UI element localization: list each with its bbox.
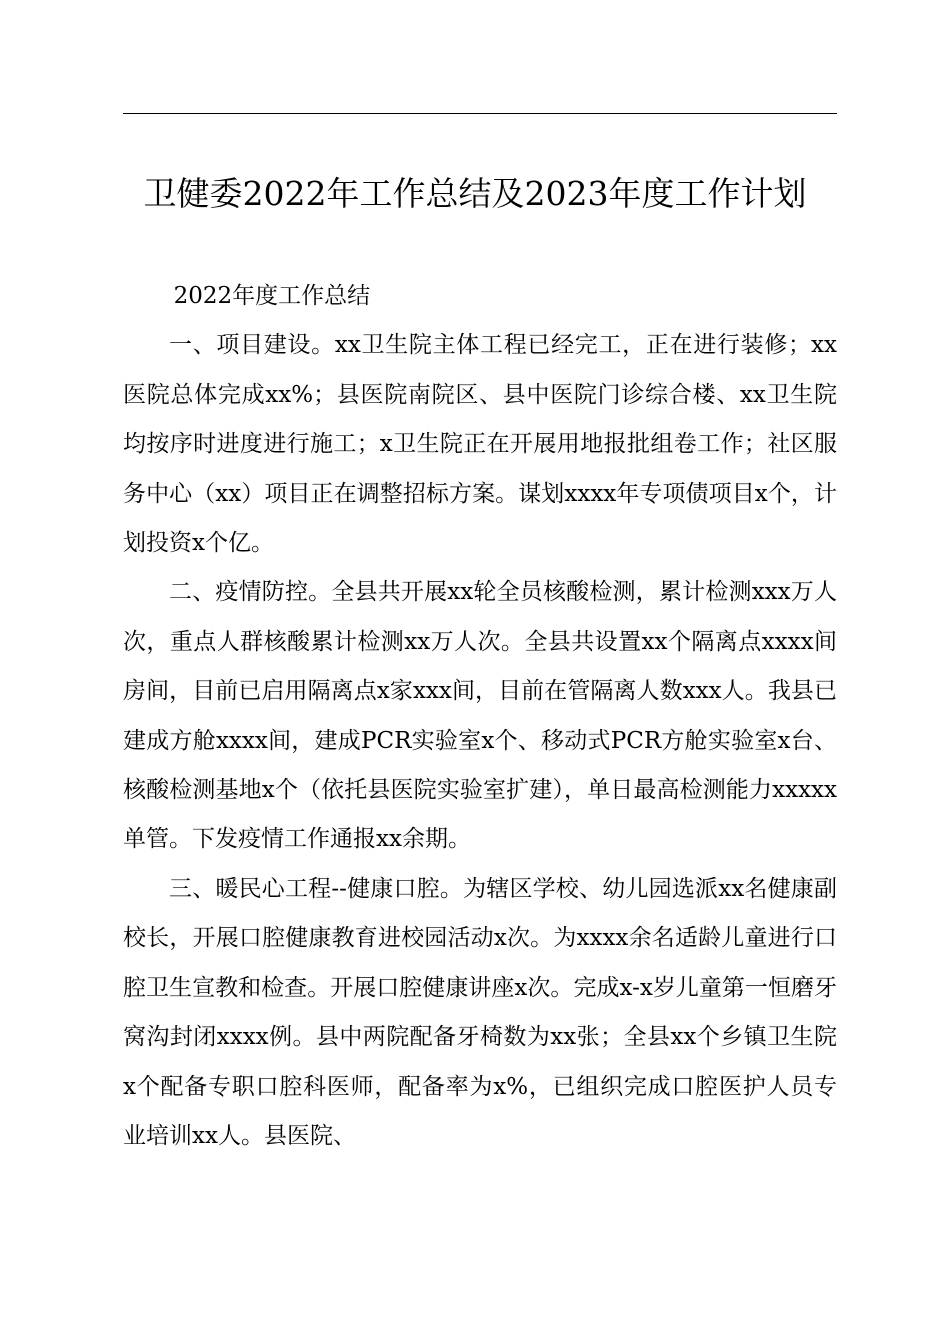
header-rule: [123, 113, 837, 114]
paragraph-project-construction: 一、项目建设。xx卫生院主体工程已经完工，正在进行装修；xx医院总体完成xx%；县医院南院区、县中医院门诊综合楼、xx卫生院均按序时进度进行施工；x卫生院正在开展用地报批组卷工作；社区服务中心（xx）项目正在调整招标方案。谋划xxxx年专项债项目x个，计划投资x个亿。: [123, 332, 837, 557]
document-title: 卫健委2022年工作总结及2023年度工作计划: [143, 174, 807, 213]
document-body: [123, 272, 837, 1161]
section-heading: 2022年度工作总结: [173, 283, 371, 309]
paragraph-epidemic-control: 二、疫情防控。全县共开展xx轮全员核酸检测，累计检测xxx万人次，重点人群核酸累计检测xx万人次。全县共设置xx个隔离点xxxx间房间，目前已启用隔离点x家xxx间，目前在管隔离人数xxx人。我县已建成方舱xxxx间，建成PCR实验室x个、移动式PCR方舱实验室x台、核酸检测基地x个（依托县医院实验室扩建），单日最高检测能力xxxxx单管。下发疫情工作通报xx余期。: [123, 579, 837, 853]
paragraph-oral-health: 三、暖民心工程--健康口腔。为辖区学校、幼儿园选派xx名健康副校长，开展口腔健康教育进校园活动x次。为xxxx余名适龄儿童进行口腔卫生宣教和检查。开展口腔健康讲座x次。完成x-x岁儿童第一恒磨牙窝沟封闭xxxx例。县中两院配备牙椅数为xx张；全县xx个乡镇卫生院x个配备专职口腔科医师，配备率为x%，已组织完成口腔医护人员专业培训xx人。县医院、: [123, 875, 837, 1149]
